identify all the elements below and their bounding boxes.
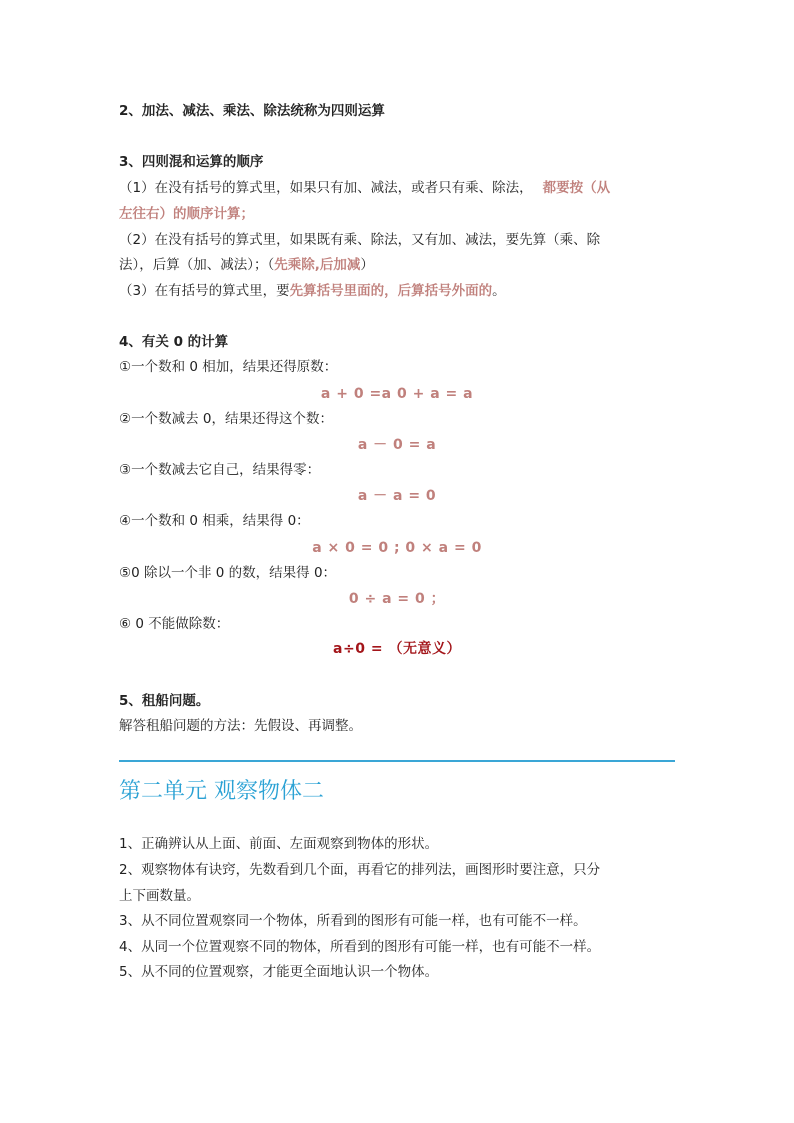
unit-2-point-4: 4、从同一个位置观察不同的物体，所看到的图形有可能一样，也有可能不一样。 [119,939,601,955]
rule-3-text: （3）在有括号的算式里，要 [119,283,290,299]
zero-rule-2: ②一个数减去 0，结果还得这个数： [119,411,333,427]
rule-2-close: ） [360,257,374,273]
unit-2-point-5: 5、从不同的位置观察，才能更全面地认识一个物体。 [119,964,439,980]
zero-formula-2: a － 0 = a [357,437,437,453]
rule-2-highlight: 先乘除,后加减 [274,257,361,273]
unit-2-point-1: 1、正确辨认从上面、前面、左面观察到物体的形状。 [119,836,439,852]
zero-rule-6: ⑥ 0 不能做除数： [119,616,230,632]
unit-2-title: 第二单元 观察物体二 [119,779,324,804]
rule-1-line-2: 左往右）的顺序计算； [119,206,254,222]
section-divider [119,760,675,762]
unit-2-point-2-line-1: 2、观察物体有诀窍，先数看到几个面，再看它的排列法，画图形时要注意，只分 [119,862,601,878]
zero-rule-1: ①一个数和 0 相加，结果还得原数： [119,359,338,375]
rule-1-highlight: 都要按（从 [542,180,611,196]
zero-rule-5: ⑤0 除以一个非 0 的数，结果得 0： [119,565,337,581]
zero-formula-4: a × 0 = 0 ; 0 × a = 0 [312,540,482,556]
zero-formula-3: a － a = 0 [357,488,437,504]
zero-formula-1: a + 0 =a 0 + a = a [320,386,474,402]
unit-2-point-2-line-2: 上下画数量。 [119,888,200,904]
rule-2-line-1: （2）在没有括号的算式里，如果既有乘、除法，又有加、减法，要先算（乘、除 [119,232,601,248]
rule-3-line [119,281,506,301]
section-4-title: 4、有关 0 的计算 [119,334,229,350]
rule-2-line-2 [119,255,374,275]
zero-formula-6: a÷0 = （无意义） [333,641,461,657]
section-2-title: 2、加法、减法、乘法、除法统称为四则运算 [119,103,385,119]
rule-3-highlight: 先算括号里面的，后算括号外面的 [289,283,493,299]
section-3-title: 3、四则混和运算的顺序 [119,154,264,170]
zero-rule-3: ③一个数减去它自己，结果得零： [119,462,321,478]
zero-formula-5: 0 ÷ a = 0 ； [348,591,446,607]
rule-1-line-1 [119,178,610,198]
section-5-body: 解答租船问题的方法：先假设、再调整。 [119,718,362,734]
section-5-title: 5、租船问题。 [119,693,210,709]
unit-2-point-3: 3、从不同位置观察同一个物体，所看到的图形有可能一样，也有可能不一样。 [119,913,587,929]
rule-1-text: （1）在没有括号的算式里，如果只有加、减法，或者只有乘、除法， [119,180,533,196]
rule-2-text: 法），后算（加、减法）；（ [119,257,275,273]
zero-rule-4: ④一个数和 0 相乘，结果得 0： [119,513,310,529]
rule-3-end: 。 [492,283,506,299]
